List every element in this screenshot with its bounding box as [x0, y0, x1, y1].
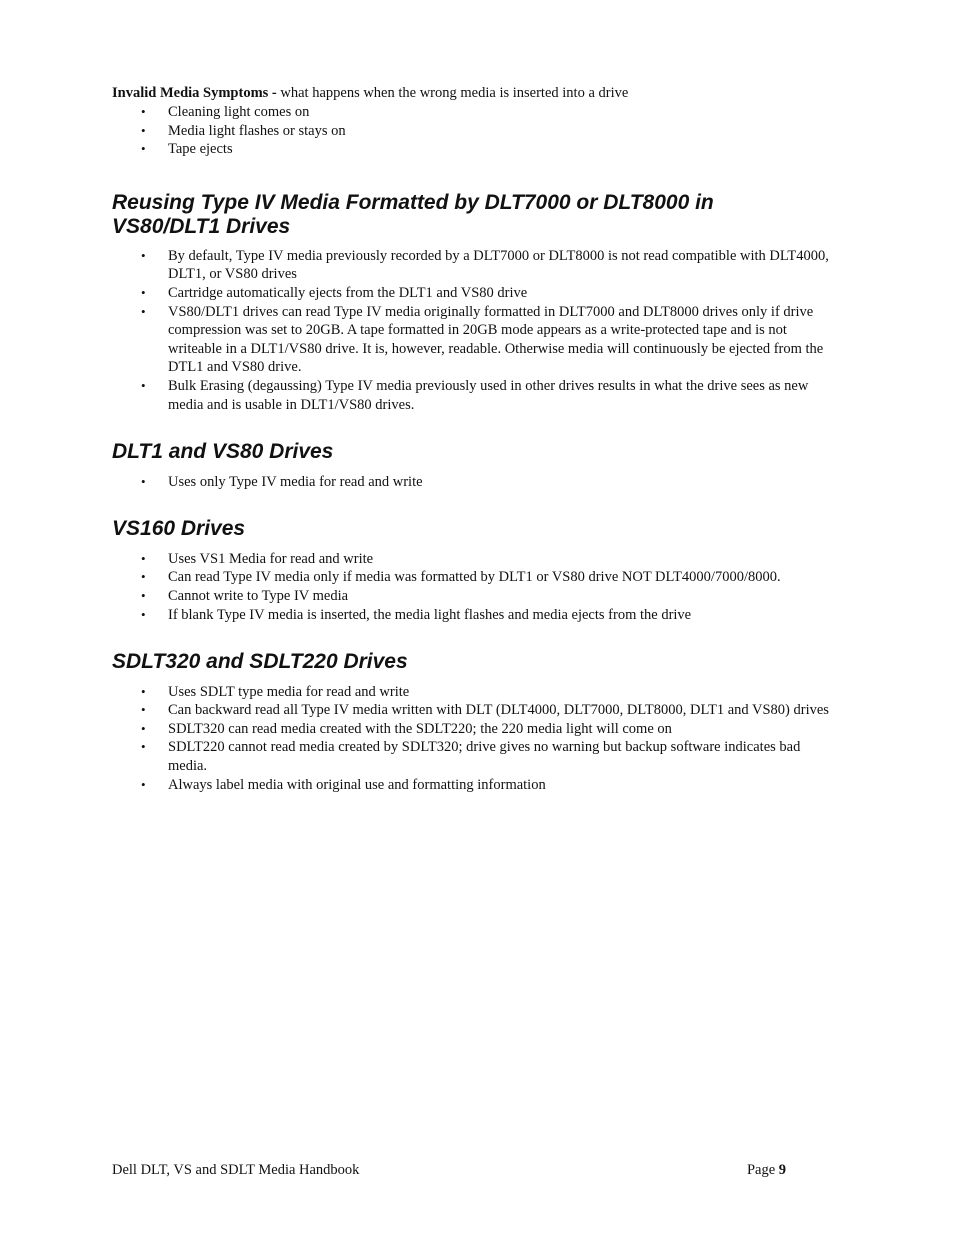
- bullet-icon: •: [141, 702, 146, 718]
- bullet-icon: •: [141, 739, 146, 755]
- list-item: • SDLT320 can read media created with the SDLT220; the 220 media light will come on: [141, 720, 672, 737]
- list-item: • Uses VS1 Media for read and write: [141, 550, 374, 567]
- list-item: • Can read Type IV media only if media was formatted by DLT1 or VS80 drive NOT DLT4000/7000/8000.: [141, 569, 781, 586]
- vs160-list: [112, 550, 842, 624]
- section-heading-dlt1-vs80: DLT1 and VS80 Drives: [112, 440, 334, 464]
- reusing-type-iv-list: [112, 247, 842, 414]
- invalid-media-symptoms-list: [112, 103, 842, 159]
- footer-title: Dell DLT, VS and SDLT Media Handbook: [112, 1162, 360, 1178]
- page-label: Page: [746, 1162, 776, 1178]
- intro-label: Invalid Media Symptoms -: [112, 85, 277, 101]
- list-item: • SDLT220 cannot read media created by SDLT320; drive gives no warning but backup software indicates bad media.: [141, 739, 801, 774]
- dlt1-vs80-list: [112, 473, 842, 492]
- list-item: • Cartridge automatically ejects from the DLT1 and VS80 drive: [141, 284, 528, 301]
- bullet-icon: •: [141, 122, 146, 138]
- bullet-icon: •: [141, 377, 146, 393]
- bullet-icon: •: [141, 141, 146, 157]
- bullet-icon: •: [141, 104, 146, 119]
- list-item: • Cannot write to Type IV media: [141, 587, 349, 604]
- bullet-icon: •: [141, 569, 146, 585]
- page-footer: [112, 1161, 786, 1179]
- list-item: • Can backward read all Type IV media written with DLT (DLT4000, DLT7000, DLT8000, DLT1 and VS80) drives: [141, 702, 829, 719]
- bullet-icon: •: [141, 303, 146, 319]
- bullet-icon: •: [141, 473, 146, 489]
- bullet-icon: •: [141, 720, 146, 736]
- list-item: • Always label media with original use and formatting information: [141, 776, 546, 793]
- bullet-icon: •: [141, 776, 146, 792]
- list-item: • If blank Type IV media is inserted, the media light flashes and media ejects from the drive: [141, 606, 692, 623]
- bullet-icon: •: [141, 284, 146, 300]
- list-item: • Bulk Erasing (degaussing) Type IV media previously used in other drives results in what the drive sees as new media and is usable in DLT1/VS80 drives.: [141, 377, 809, 413]
- bullet-icon: •: [141, 606, 146, 622]
- list-item: • VS80/DLT1 drives can read Type IV media originally formatted in DLT7000 and DLT8000 drives only if drive compression was set to 20GB. A tape formatted in 20GB mode appears as a write-protected tape and is not writeable in a DLT1/VS80 drive. It is, however, readable. Otherwise media will continuously be ejected from the DTL1 and VS80 drive.: [141, 303, 824, 376]
- page-number-value: 9: [778, 1162, 786, 1178]
- bullet-icon: •: [141, 550, 146, 566]
- intro-text: what happens when the wrong media is inserted into a drive: [276, 85, 629, 101]
- section-heading-vs160: VS160 Drives: [112, 517, 246, 541]
- page-number: [747, 1161, 786, 1179]
- bullet-icon: •: [141, 247, 146, 263]
- invalid-media-intro: [112, 84, 842, 103]
- section-heading-sdlt320-sdlt220: SDLT320 and SDLT220 Drives: [112, 650, 408, 674]
- page-body: [112, 84, 842, 794]
- section-heading-reusing-type-iv: Reusing Type IV Media Formatted by DLT7000 or DLT8000 in VS80/DLT1 Drives: [112, 190, 714, 239]
- bullet-icon: •: [141, 683, 146, 699]
- list-item: • Media light flashes or stays on: [141, 122, 346, 139]
- bullet-icon: •: [141, 587, 146, 603]
- list-item: • Uses SDLT type media for read and write: [141, 683, 410, 700]
- list-item: • Uses only Type IV media for read and write: [141, 473, 423, 490]
- sdlt-list: [112, 683, 842, 795]
- list-item: • By default, Type IV media previously recorded by a DLT7000 or DLT8000 is not read compatible with DLT4000, DLT1, or VS80 drives: [141, 247, 829, 283]
- list-item: • Cleaning light comes on: [141, 104, 310, 120]
- list-item: • Tape ejects: [141, 141, 233, 158]
